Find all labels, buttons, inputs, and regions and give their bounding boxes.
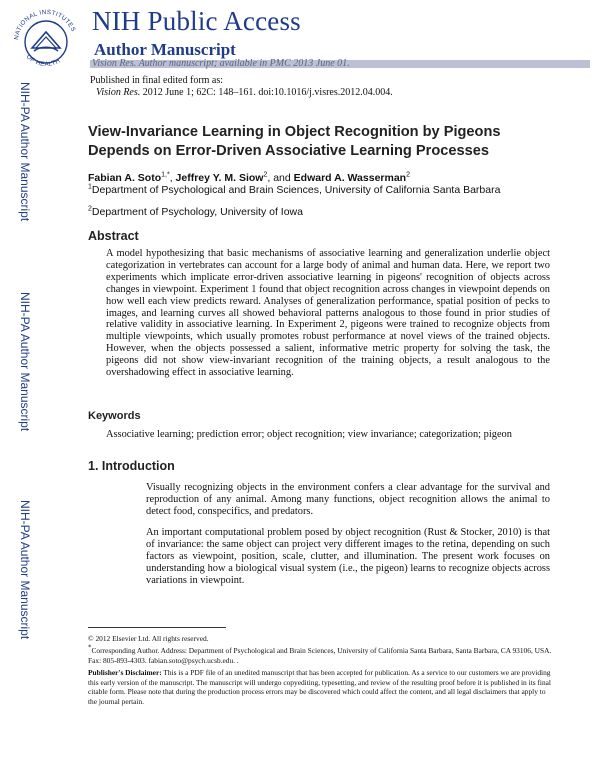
introduction-heading: 1. Introduction <box>88 459 175 473</box>
author-name: Jeffrey Y. M. Siow <box>175 172 264 184</box>
abstract-heading: Abstract <box>88 229 139 243</box>
author-sup: 2 <box>263 171 268 179</box>
author-sep: , and <box>267 172 294 184</box>
corresponding-author-footnote <box>88 643 554 665</box>
intro-paragraph: An important computational problem posed by object recognition (Rust & Stocker, 2010) is that of invariance: the same object can project very different images to the retina, depending on such factors as viewpoint, position, scale, clutter, and illumination. The present work focuses on understanding how a biological visual system (i.e., the pigeon) learns to recognize objects across variations in viewpoint. <box>146 527 550 586</box>
affiliation-sup: 1 <box>88 183 92 191</box>
author-sup: 2 <box>406 171 410 179</box>
affiliation <box>88 206 303 219</box>
svg-text:NATIONAL INSTITUTES: NATIONAL INSTITUTES <box>13 8 77 41</box>
copyright-footnote: © 2012 Elsevier Ltd. All rights reserved. <box>88 634 209 643</box>
corresponding-author-text: Corresponding Author. Address: Department of Psychological and Brain Sciences, University of California Santa Barbara, Santa Barbara, CA 93106, USA. Fax: 805-893-4303. fabian.soto@psych.ucsb.edu. . <box>88 646 552 665</box>
author-sep: , <box>169 172 176 184</box>
affiliation-text: Department of Psychology, University of Iowa <box>91 206 303 218</box>
author-name: Edward A. Wasserman <box>293 172 407 184</box>
abstract-text: A model hypothesizing that basic mechanisms of associative learning and generalization underlie object categorization in vertebrates can account for a large body of animal and human data. Here, we report two experiments which implicate error-driven associative learning in pigeons' recognition of objects across changes in viewpoint. Experiment 1 found that object recognition across changes in viewpoint depends on how well each view predicts reward. Analyses of generalization performance, spatial position of pecks to images, and learning curves all showed behavioral patterns analogous to those found in prior studies of relative validity in associative learning. In Experiment 2, pigeons were trained to recognize objects from multiple viewpoints, which usually promotes robust performance at novel views of the trained objects. However, when the objects possessed a salient, informative metric property for solving the task, the pigeons did not show view-invariant recognition of the training objects, a result analogous to the overshadowing effect in associative learning. <box>106 248 550 379</box>
footnote-rule <box>88 627 226 628</box>
side-banner-text: NIH-PA Author Manuscript <box>18 82 32 222</box>
disclaimer-text: This is a PDF file of an unedited manuscript that has been accepted for publication. As a service to our customers we are providing this early version of the manuscript. The manuscript will undergo copyediting, typesetting, and review of the resulting proof before it is published in its final citable form. Please note that during the production process errors may be discovered which could affect the content, and all legal disclaimers that apply to the journal pertain. <box>88 668 551 706</box>
side-banner-text: NIH-PA Author Manuscript <box>18 500 32 640</box>
svg-text:OF HEALTH: OF HEALTH <box>24 53 62 69</box>
author-manuscript-label: Author Manuscript <box>94 40 236 59</box>
intro-paragraph: Visually recognizing objects in the environment confers a clear advantage for the survival and reproduction of any animal. Among many functions, object recognition allows the animal to detect food, conspecifics, and predators. <box>146 482 550 517</box>
keywords-heading: Keywords <box>88 410 141 422</box>
citation-details: 2012 June 1; 62C: 148–161. doi:10.1016/j.visres.2012.04.004. <box>140 87 393 98</box>
citation-journal: Vision Res. <box>96 87 141 98</box>
publisher-disclaimer <box>88 668 554 706</box>
article-title: View-Invariance Learning in Object Recognition by Pigeons Depends on Error-Driven Associative Learning Processes <box>88 124 501 159</box>
affiliation-text: Department of Psychological and Brain Sciences, University of California Santa Barbara <box>91 184 501 196</box>
author-name: Fabian A. Soto <box>88 172 162 184</box>
keywords-text: Associative learning; prediction error; object recognition; view invariance; categorization; pigeon <box>106 429 512 440</box>
disclaimer-label: Publisher's Disclaimer: <box>88 668 162 677</box>
nih-logo <box>8 4 90 74</box>
availability-note: Vision Res. Author manuscript; available in PMC 2013 June 01. <box>92 58 350 69</box>
published-label: Published in final edited form as: <box>90 75 224 86</box>
side-banner-text: NIH-PA Author Manuscript <box>18 292 32 432</box>
affiliation <box>88 184 500 197</box>
nih-public-access-title: NIH Public Access <box>92 6 301 36</box>
footnote-sup: * <box>88 643 92 652</box>
affiliation-sup: 2 <box>88 205 92 213</box>
author-sup: 1,* <box>161 171 170 179</box>
citation <box>96 87 393 99</box>
